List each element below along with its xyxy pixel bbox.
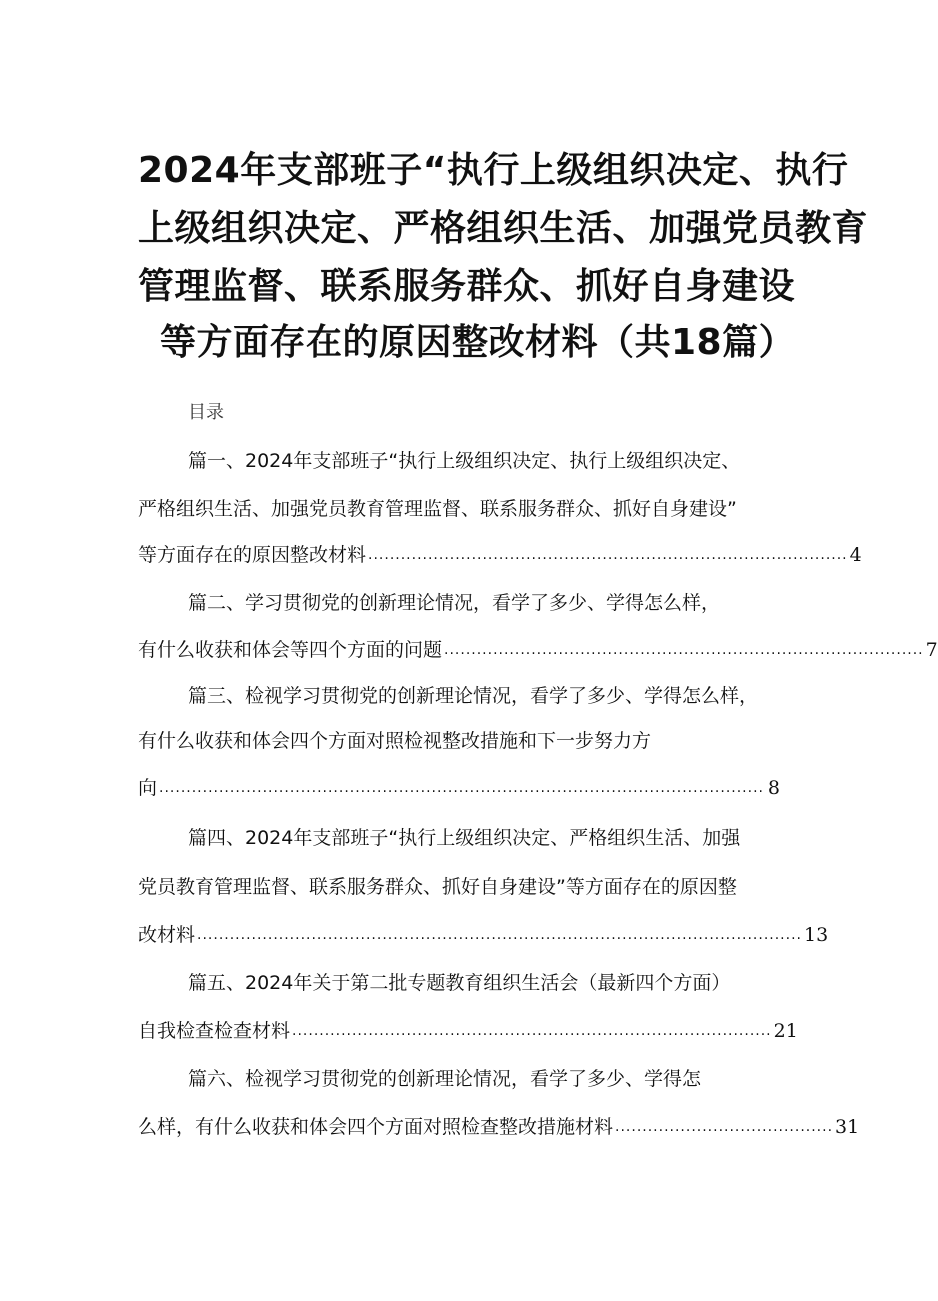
toc-entry-3-line-2: 有什么收获和体会四个方面对照检视整改措施和下一步努力方	[138, 730, 652, 752]
toc-leader-dots: ........................................................................................	[444, 642, 924, 658]
toc-entry-4-line-3: 改材料	[138, 924, 196, 946]
toc-leader-dots: ........................................	[615, 1119, 834, 1135]
toc-page-number: 21	[773, 1020, 798, 1042]
toc-page-number: 7	[925, 639, 938, 661]
toc-entry-2-line-1: 篇二、学习贯彻党的创新理论情况，看学了多少、学得怎么样，	[188, 592, 721, 614]
toc-entry-3-line-3: 向	[138, 777, 158, 799]
toc-entry-5-line-2: 自我检查检查材料	[138, 1020, 291, 1042]
title-line-2: 上级组织决定、严格组织生活、加强党员教育	[138, 208, 869, 249]
toc-page-number: 13	[804, 924, 829, 946]
toc-leader-dots: ........................................................................................	[368, 547, 848, 563]
toc-entry-3[interactable]	[138, 773, 780, 803]
title-line-1: 2024年支部班子“执行上级组织决定、执行	[138, 150, 849, 191]
toc-entry-6-line-2: 么样，有什么收获和体会四个方面对照检查整改措施材料	[138, 1116, 614, 1138]
toc-page-number: 31	[835, 1116, 860, 1138]
toc-leader-dots: ........................................................................................	[292, 1023, 772, 1039]
toc-entry-1[interactable]	[138, 540, 862, 570]
toc-entry-1-line-3: 等方面存在的原因整改材料	[138, 544, 367, 566]
toc-leader-dots: ...............................................................................................................	[197, 927, 802, 943]
toc-entry-6[interactable]	[138, 1112, 860, 1142]
toc-entry-2-line-2: 有什么收获和体会等四个方面的问题	[138, 639, 443, 661]
title-line-3: 管理监督、联系服务群众、抓好自身建设	[138, 266, 796, 307]
title-line-4: 等方面存在的原因整改材料（共18篇）	[160, 322, 796, 363]
toc-entry-5[interactable]	[138, 1016, 798, 1046]
toc-entry-1-line-1: 篇一、2024年支部班子“执行上级组织决定、执行上级组织决定、	[188, 450, 741, 472]
toc-leader-dots: ...............................................................................................................	[159, 780, 764, 796]
toc-entry-1-line-2: 严格组织生活、加强党员教育管理监督、联系服务群众、抓好自身建设”	[138, 498, 737, 520]
toc-entry-2[interactable]	[138, 635, 938, 665]
toc-entry-6-line-1: 篇六、检视学习贯彻党的创新理论情况，看学了多少、学得怎	[188, 1068, 702, 1090]
toc-entry-4[interactable]	[138, 920, 829, 950]
toc-page-number: 4	[849, 544, 862, 566]
toc-page-number: 8	[767, 777, 780, 799]
toc-entry-4-line-2: 党员教育管理监督、联系服务群众、抓好自身建设”等方面存在的原因整	[138, 876, 737, 898]
toc-entry-5-line-1: 篇五、2024年关于第二批专题教育组织生活会（最新四个方面）	[188, 972, 731, 994]
toc-entry-4-line-1: 篇四、2024年支部班子“执行上级组织决定、严格组织生活、加强	[188, 827, 741, 849]
toc-heading: 目录	[188, 402, 224, 423]
toc-entry-3-line-1: 篇三、检视学习贯彻党的创新理论情况，看学了多少、学得怎么样，	[188, 685, 759, 707]
